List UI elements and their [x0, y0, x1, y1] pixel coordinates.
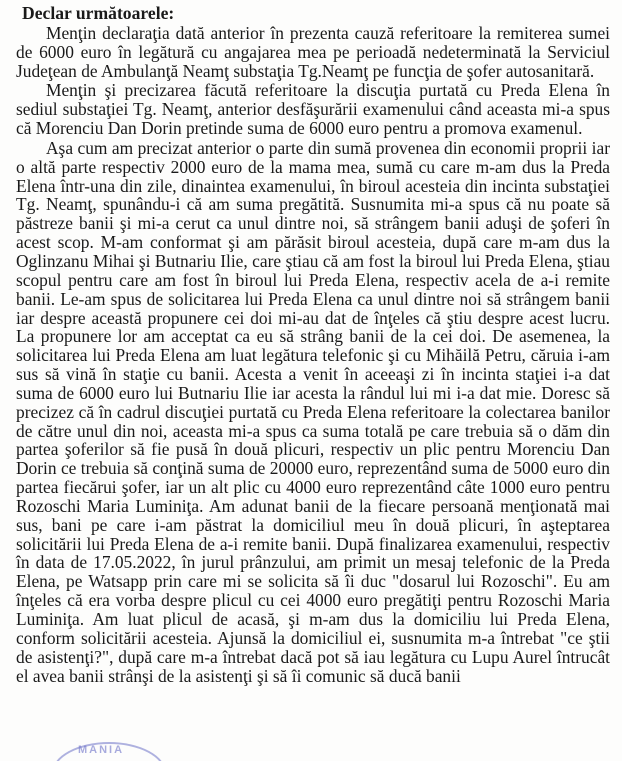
paragraph-3: Aşa cum am precizat anterior o parte din sumă provenea din economii proprii iar o altă parte respectiv 2000 euro de la mama mea, sumă cu care m-am dus la Preda Elena într-una din zile, dinaintea examenului, în biroul acesteia din incinta substaţiei Tg. Neamţ, spunându-i că am suma pregătită. Susnumita mi-a spus că nu poate să păstreze banii şi mi-a cerut ca unul dintre noi, să strângem banii aduşi de şoferi în acest scop. M-am conformat şi am părăsit biroul acesteia, după care m-am dus la Oglinzanu Mihai şi Butnariu Ilie, care ştiau că am fost la biroul lui Preda Elena, ştiau scopul pentru care am fost în biroul lui Preda Elena, respectiv acela de a-i remite banii. Le-am spus de solicitarea lui Preda Elena ca unul dintre noi să strângem banii iar despre această propunere cei doi mi-au dat de înţeles că ştiu despre acest lucru. La propunere lor am acceptat ca eu să strâng banii de la cei doi. De asemenea, la solicitarea lui Preda Elena am luat legătura telefonic şi cu Mihăilă Petru, căruia i-am sus să vină în staţie cu banii. Acesta a venit în aceeaşi zi în incinta staţiei i-a dat suma de 6000 euro lui Butnariu Ilie iar acesta la rândul lui mi i-a dat mie. Doresc să precizez că în cadrul discuţiei purtată cu Preda Elena referitoare la colectarea banilor de către unul din noi, aceasta mi-a spus ca suma totală pe care trebuia să o dăm din partea şoferilor să fie pusă în două plicuri, respectiv un plic pentru Morenciu Dan Dorin ce trebuia să conţină suma de 20000 euro, reprezentând suma de 5000 euro din partea fiecărui şofer, iar un alt plic cu 4000 euro reprezentând câte 1000 euro pentru Rozoschi Maria Luminiţa. Am adunat banii de la fiecare persoană menţionată mai sus, bani pe care i-am păstrat la domiciliul meu în două plicuri, în aşteptarea solicitării lui Preda Elena de a-i remite banii. După finalizarea examenului, respectiv în data de 17.05.2022, în jurul prânzului, am primit un mesaj telefonic de la Preda Elena, pe Watsapp prin care mi se solicita să îi duc "dosarul lui Rozoschi". Eu am înţeles că era vorba despre plicul cu cei 4000 euro pregătiţi pentru Rozoschi Maria Luminiţa. Am luat plicul de acasă, şi m-am dus la domiciliu lui Preda Elena, conform solicitării acesteia. Ajunsă la domiciliul ei, susnumita m-a întrebat "ce ştii de asistenţi?", după care m-a întrebat dacă pot să iau legătura cu Lupu Aurel întrucât el avea banii strânşi de la asistenţi şi să îi comunic să ducă banii [16, 137, 610, 686]
paragraph-1: Menţin declaraţia dată anterior în prezenta cauză referitoare la remiterea sumei de 6000 euro în legătură cu angajarea mea pe perioadă nedeterminată la Serviciul Judeţean de Ambulanţă Neamţ substaţia Tg.Neamţ pe funcţia de şofer autosanitară. [16, 22, 610, 81]
paragraph-2: Menţin şi precizarea făcută referitoare la discuţia purtată cu Preda Elena în sediul substaţiei Tg. Neamţ, anterior desfăşurării examenului când aceasta mi-a spus că Morenciu Dan Dorin pretinde suma de 6000 euro pentru a promova examenul. [16, 80, 610, 139]
document-body [16, 4, 610, 686]
stamp-seal-text: MANIA [78, 744, 125, 756]
document-heading: Declar următoarele: [22, 3, 175, 23]
